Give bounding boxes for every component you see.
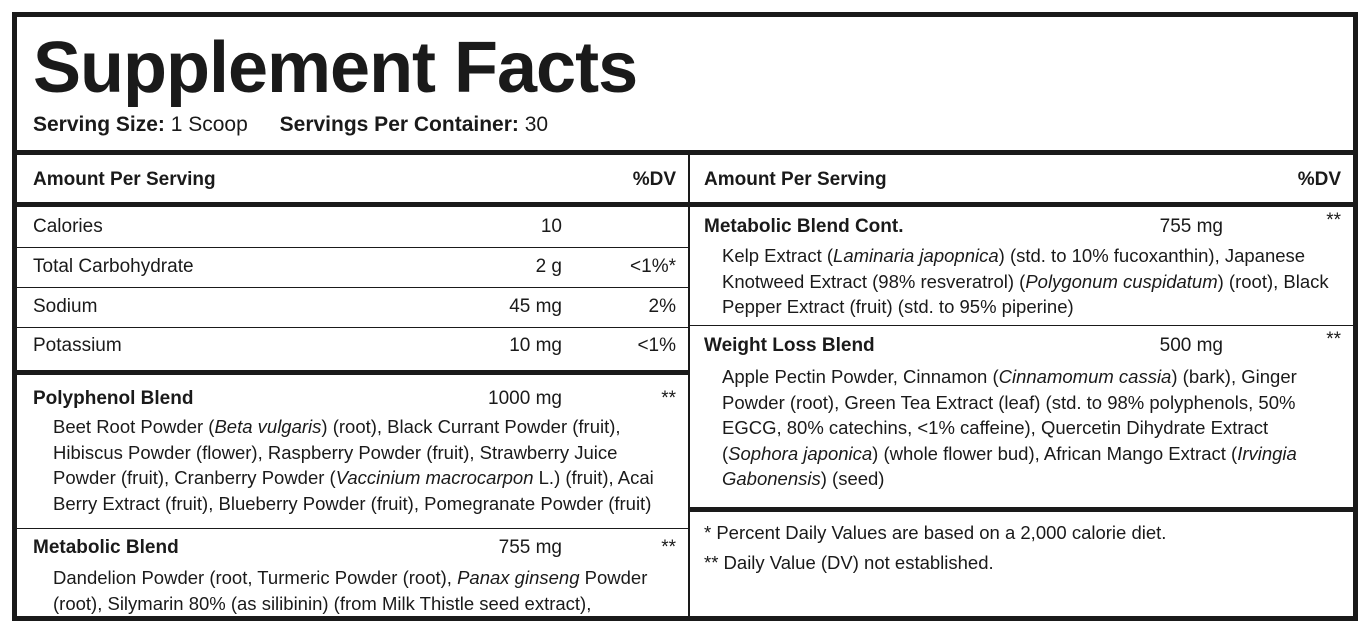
servings-per-container-value: 30 bbox=[524, 113, 549, 136]
ingredient-text: Apple Pectin Powder, Cinnamon ( bbox=[722, 366, 999, 387]
blend-name: Metabolic Blend bbox=[33, 537, 179, 558]
nutrient-name: Sodium bbox=[33, 296, 98, 317]
blend-dv: ** bbox=[661, 388, 676, 409]
ingredient-text: ) (root), Black Pepper Extract (fruit) (std. to 95% piperine) bbox=[722, 270, 1329, 317]
servings-per-container-label: Servings Per Container: bbox=[279, 113, 519, 136]
blend-name: Weight Loss Blend bbox=[704, 335, 875, 356]
header-rule bbox=[17, 202, 688, 207]
label-title: Supplement Facts bbox=[33, 28, 638, 108]
botanical-name: Sophora japonica bbox=[728, 442, 873, 464]
nutrient-name: Calories bbox=[33, 216, 103, 237]
blend-ingredients bbox=[722, 364, 1341, 492]
blend-ingredients bbox=[53, 414, 678, 516]
blend-row bbox=[704, 329, 1341, 359]
blend-ingredients bbox=[53, 565, 678, 616]
amount-per-serving-heading: Amount Per Serving bbox=[33, 169, 216, 190]
ingredient-text: L.) (fruit), Acai Berry Extract (fruit), Blueberry Powder (fruit), Pomegranate Powder (fruit) bbox=[53, 467, 654, 514]
row-divider bbox=[17, 528, 688, 529]
right-header bbox=[704, 169, 1341, 191]
nutrient-row bbox=[33, 214, 676, 240]
blend-name: Polyphenol Blend bbox=[33, 388, 194, 409]
left-header bbox=[33, 169, 676, 191]
serving-size-label: Serving Size: bbox=[33, 113, 165, 136]
blend-dv: ** bbox=[1326, 210, 1341, 231]
nutrient-dv: <1% bbox=[637, 335, 676, 356]
nutrient-row bbox=[33, 294, 676, 320]
dv-heading: %DV bbox=[1297, 169, 1341, 190]
blend-name: Metabolic Blend Cont. bbox=[704, 216, 904, 237]
ingredient-text: ) (bark), Ginger Powder (root), Green Tea Extract (leaf) (std. to 98% polyphenols, 50% EGCG, 80% catechins, <1% caffeine), Quercetin Dihydrate Extract ( bbox=[722, 366, 1297, 464]
row-divider bbox=[690, 325, 1353, 326]
left-panel bbox=[17, 155, 688, 616]
ingredient-text: ) (std. to 10% fucoxanthin), Japanese Knotweed Extract (98% resveratrol) ( bbox=[722, 245, 1306, 292]
blend-amount: 755 mg bbox=[498, 537, 562, 558]
nutrient-name: Potassium bbox=[33, 335, 122, 356]
nutrient-amount: 2 g bbox=[535, 256, 562, 277]
ingredient-text: Beet Root Powder ( bbox=[53, 416, 215, 437]
botanical-name: Panax ginseng bbox=[457, 567, 580, 588]
row-divider bbox=[17, 247, 688, 248]
blend-dv: ** bbox=[1326, 329, 1341, 350]
ingredient-text: Powder (root), Silymarin 80% (as silibinin) (from Milk Thistle seed extract), bbox=[53, 567, 648, 614]
supplement-facts-label bbox=[12, 12, 1358, 621]
blend-dv: ** bbox=[661, 537, 676, 558]
ingredient-text: ) (root), Black Currant Powder (fruit), Hibiscus Powder (flower), Raspberry Powder (fruit), Strawberry Juice Powder (fruit), Cranberry Powder ( bbox=[53, 416, 621, 488]
blend-ingredients bbox=[722, 243, 1341, 320]
blend-amount: 755 mg bbox=[1159, 216, 1223, 237]
ingredient-text: Kelp Extract ( bbox=[722, 245, 834, 266]
botanical-name: Beta vulgaris bbox=[214, 416, 322, 437]
footnote-dv-not-established: ** Daily Value (DV) not established. bbox=[704, 552, 994, 573]
nutrient-amount: 45 mg bbox=[509, 296, 562, 317]
dv-heading: %DV bbox=[632, 169, 676, 190]
botanical-name: Laminaria japopnica bbox=[833, 245, 999, 266]
amount-per-serving-heading: Amount Per Serving bbox=[704, 169, 887, 190]
footnote-percent-dv: * Percent Daily Values are based on a 2,000 calorie diet. bbox=[704, 522, 1167, 543]
nutrient-name: Total Carbohydrate bbox=[33, 256, 194, 277]
serving-info bbox=[33, 111, 548, 139]
section-rule bbox=[690, 507, 1353, 512]
botanical-name: Vaccinium macrocarpon bbox=[335, 467, 534, 488]
row-divider bbox=[17, 327, 688, 328]
nutrient-row bbox=[33, 254, 676, 280]
blend-row bbox=[33, 535, 676, 561]
right-panel bbox=[690, 155, 1353, 616]
nutrient-dv: 2% bbox=[648, 296, 676, 317]
botanical-name: Irvingia Gabonensis bbox=[722, 442, 1297, 489]
blend-row bbox=[704, 210, 1341, 240]
blend-row bbox=[33, 386, 676, 412]
ingredient-text: ) (whole flower bud), African Mango Extract ( bbox=[872, 442, 1238, 464]
section-rule bbox=[17, 370, 688, 375]
nutrient-amount: 10 mg bbox=[509, 335, 562, 356]
botanical-name: Polygonum cuspidatum bbox=[1025, 270, 1218, 292]
blend-amount: 1000 mg bbox=[488, 388, 562, 409]
row-divider bbox=[17, 287, 688, 288]
nutrient-amount: 10 bbox=[540, 216, 562, 237]
nutrient-dv: <1%* bbox=[630, 256, 676, 277]
header-rule bbox=[690, 202, 1353, 207]
botanical-name: Cinnamomum cassia bbox=[998, 366, 1172, 387]
ingredient-text: Dandelion Powder (root, Turmeric Powder (root), bbox=[53, 567, 458, 588]
nutrient-row bbox=[33, 333, 676, 359]
ingredient-text: ) (seed) bbox=[820, 468, 885, 489]
blend-amount: 500 mg bbox=[1159, 335, 1223, 356]
serving-size-value: 1 Scoop bbox=[170, 113, 248, 136]
